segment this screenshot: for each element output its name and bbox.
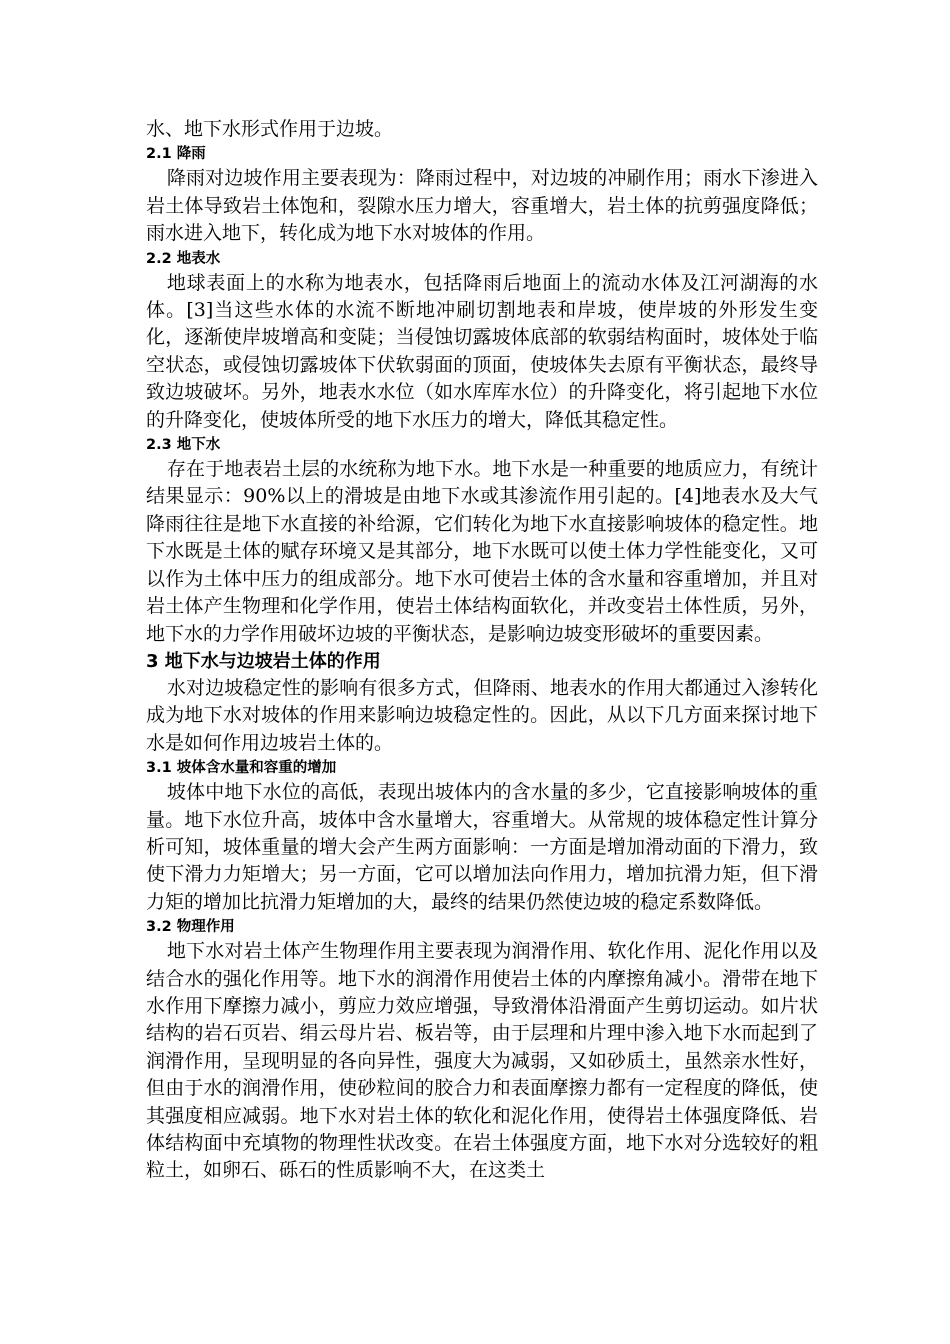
section-3-body: 水对边坡稳定性的影响有很多方式，但降雨、地表水的作用大都通过入渗转化成为地下水对坡体的作用来影响边坡稳定性的。因此，从以下几方面来探讨地下水是如何作用边坡岩土体的。 (146, 676, 818, 754)
section-2-3-body: 存在于地表岩土层的水统称为地下水。地下水是一种重要的地质应力，有统计结果显示：90%以上的滑坡是由地下水或其渗流作用引起的。[4]地表水及大气降雨往往是地下水直接的补给源，它们转化为地下水直接影响坡体的稳定性。地下水既是土体的赋存环境又是其部分，地下水既可以使土体力学性能变化，又可以作为土体中压力的组成部分。地下水可使岩土体的含水量和容重增加，并且对岩土体产生物理和化学作用，使岩土体结构面软化，并改变岩土体性质，另外，地下水的力学作用破坏边坡的平衡状态，是影响边坡变形破坏的重要因素。 (146, 458, 818, 645)
section-3-heading: 3 地下水与边坡岩土体的作用 (146, 650, 381, 672)
section-3-1-body: 坡体中地下水位的高低，表现出坡体内的含水量的多少，它直接影响坡体的重量。地下水位升高，坡体中含水量增大，容重增大。从常规的坡体稳定性计算分析可知，坡体重量的增大会产生两方面影响：一方面是增加滑动面的下滑力，致使下滑力力矩增大；另一方面，它可以增加法向作用力，增加抗滑力矩，但下滑力矩的增加比抗滑力矩增加的大，最终的结果仍然使边坡的稳定系数降低。 (146, 781, 818, 913)
section-3-1-heading: 3.1 坡体含水量和容重的增加 (146, 760, 337, 777)
section-2-2-heading: 2.2 地表水 (146, 250, 221, 267)
section-3-2-body: 地下水对岩土体产生物理作用主要表现为润滑作用、软化作用、泥化作用以及结合水的强化作用等。地下水的润滑作用使岩土体的内摩擦角减小。滑带在地下水作用下摩擦力减小，剪应力效应增强，导致滑体沿滑面产生剪切运动。如片状结构的岩石页岩、绢云母片岩、板岩等，由于层理和片理中渗入地下水而起到了润滑作用，呈现明显的各向异性，强度大为减弱，又如砂质土，虽然亲水性好，但由于水的润滑作用，使砂粒间的胶合力和表面摩擦力都有一定程度的降低，使其强度相应减弱。地下水对岩土体的软化和泥化作用，使得岩土体强度降低、岩体结构面中充填物的物理性状改变。在岩土体强度方面，地下水对分选较好的粗粒土，如卵石、砾石的性质影响不大，在这类土 (146, 940, 818, 1182)
section-2-1-body: 降雨对边坡作用主要表现为：降雨过程中，对边坡的冲刷作用；雨水下渗进入岩土体导致岩土体饱和，裂隙水压力增大，容重增大，岩土体的抗剪强度降低；雨水进入地下，转化成为地下水对坡体的作用。 (146, 167, 818, 245)
section-2-1-heading: 2.1 降雨 (146, 146, 206, 163)
intro-tail-paragraph: 水、地下水形式作用于边坡。 (146, 118, 394, 140)
section-3-2-heading: 3.2 物理作用 (146, 919, 235, 936)
section-2-3-heading: 2.3 地下水 (146, 437, 221, 454)
document-page (146, 116, 818, 1185)
section-2-2-body: 地球表面上的水称为地表水，包括降雨后地面上的流动水体及江河湖海的水体。[3]当这些水体的水流不断地冲刷切割地表和岸坡，使岸坡的外形发生变化，逐渐使岸坡增高和变陡；当侵蚀切露坡体底部的软弱结构面时，坡体处于临空状态，或侵蚀切露坡体下伏软弱面的顶面，使坡体失去原有平衡状态，最终导致边坡破坏。另外，地表水水位（如水库库水位）的升降变化，将引起地下水位的升降变化，使坡体所受的地下水压力的增大，降低其稳定性。 (146, 271, 818, 431)
